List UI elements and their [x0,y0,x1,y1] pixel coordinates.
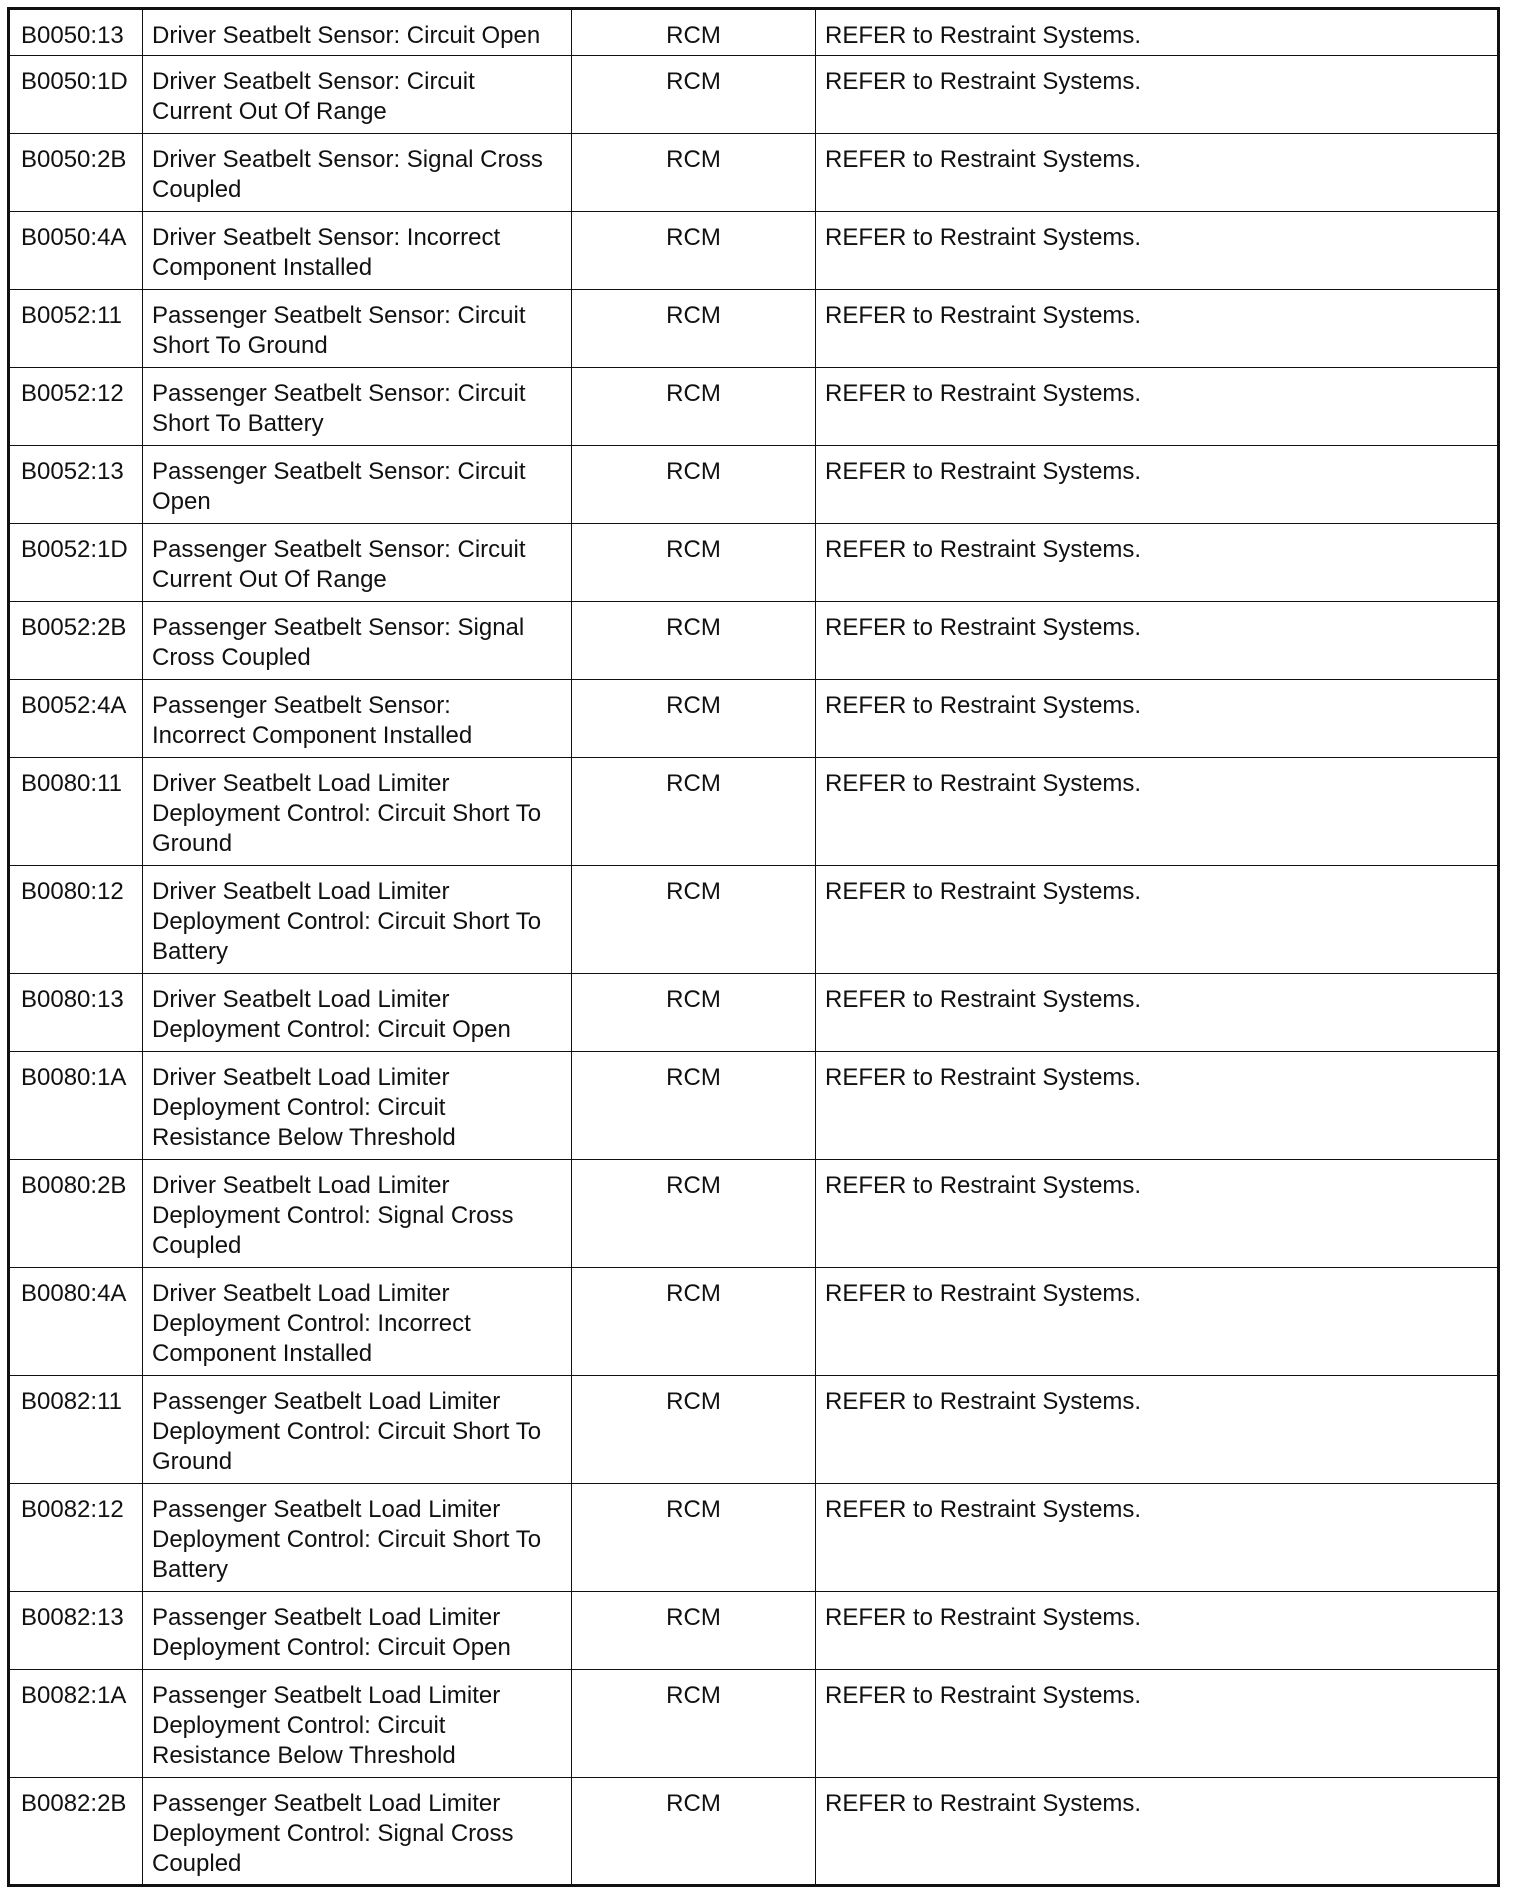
dtc-description: Driver Seatbelt Sensor: Circuit Current Out Of Range [143,56,572,134]
dtc-module: RCM [572,1376,816,1484]
dtc-description: Passenger Seatbelt Sensor: Signal Cross Coupled [143,602,572,680]
dtc-code: B0082:11 [9,1376,143,1484]
dtc-module: RCM [572,524,816,602]
table-row [9,1052,1499,1160]
table-row [9,368,1499,446]
dtc-code: B0082:12 [9,1484,143,1592]
dtc-action: REFER to Restraint Systems. [816,1052,1499,1160]
dtc-code: B0052:12 [9,368,143,446]
table-row [9,680,1499,758]
dtc-code: B0052:4A [9,680,143,758]
dtc-code: B0050:2B [9,134,143,212]
dtc-code: B0050:1D [9,56,143,134]
dtc-table-body [9,9,1499,1886]
dtc-description: Passenger Seatbelt Sensor: Incorrect Component Installed [143,680,572,758]
dtc-module: RCM [572,134,816,212]
dtc-module: RCM [572,1052,816,1160]
dtc-code: B0080:1A [9,1052,143,1160]
dtc-module: RCM [572,1670,816,1778]
dtc-code: B0080:4A [9,1268,143,1376]
dtc-module: RCM [572,758,816,866]
table-row [9,1484,1499,1592]
dtc-description: Passenger Seatbelt Load Limiter Deployment Control: Circuit Open [143,1592,572,1670]
dtc-module: RCM [572,1268,816,1376]
dtc-code: B0080:13 [9,974,143,1052]
table-row [9,1268,1499,1376]
dtc-description: Driver Seatbelt Sensor: Circuit Open [143,9,572,56]
dtc-action: REFER to Restraint Systems. [816,1376,1499,1484]
dtc-code: B0052:1D [9,524,143,602]
dtc-description: Driver Seatbelt Load Limiter Deployment Control: Circuit Open [143,974,572,1052]
dtc-code: B0050:4A [9,212,143,290]
dtc-description: Driver Seatbelt Sensor: Incorrect Component Installed [143,212,572,290]
dtc-action: REFER to Restraint Systems. [816,974,1499,1052]
dtc-module: RCM [572,602,816,680]
dtc-description: Driver Seatbelt Load Limiter Deployment Control: Incorrect Component Installed [143,1268,572,1376]
dtc-module: RCM [572,212,816,290]
dtc-code: B0080:2B [9,1160,143,1268]
dtc-module: RCM [572,1778,816,1886]
dtc-description: Passenger Seatbelt Load Limiter Deployment Control: Circuit Short To Ground [143,1376,572,1484]
dtc-action: REFER to Restraint Systems. [816,680,1499,758]
dtc-description: Passenger Seatbelt Load Limiter Deployment Control: Circuit Short To Battery [143,1484,572,1592]
dtc-module: RCM [572,446,816,524]
table-row [9,758,1499,866]
dtc-action: REFER to Restraint Systems. [816,1160,1499,1268]
dtc-description: Passenger Seatbelt Load Limiter Deployment Control: Signal Cross Coupled [143,1778,572,1886]
table-row [9,1592,1499,1670]
table-row [9,9,1499,56]
dtc-code: B0080:12 [9,866,143,974]
dtc-action: REFER to Restraint Systems. [816,1268,1499,1376]
dtc-table [7,7,1500,1887]
table-row [9,134,1499,212]
dtc-module: RCM [572,1160,816,1268]
dtc-description: Passenger Seatbelt Sensor: Circuit Short To Ground [143,290,572,368]
dtc-code: B0052:11 [9,290,143,368]
dtc-module: RCM [572,1484,816,1592]
table-row [9,1670,1499,1778]
dtc-code: B0082:13 [9,1592,143,1670]
table-row [9,56,1499,134]
dtc-action: REFER to Restraint Systems. [816,368,1499,446]
dtc-action: REFER to Restraint Systems. [816,602,1499,680]
dtc-module: RCM [572,1592,816,1670]
dtc-code: B0080:11 [9,758,143,866]
table-row [9,290,1499,368]
dtc-action: REFER to Restraint Systems. [816,134,1499,212]
table-row [9,602,1499,680]
dtc-action: REFER to Restraint Systems. [816,524,1499,602]
table-row [9,974,1499,1052]
table-row [9,1778,1499,1886]
dtc-code: B0082:2B [9,1778,143,1886]
dtc-module: RCM [572,290,816,368]
dtc-description: Driver Seatbelt Load Limiter Deployment Control: Circuit Short To Ground [143,758,572,866]
dtc-action: REFER to Restraint Systems. [816,56,1499,134]
dtc-description: Driver Seatbelt Load Limiter Deployment Control: Circuit Resistance Below Threshold [143,1052,572,1160]
dtc-action: REFER to Restraint Systems. [816,290,1499,368]
dtc-action: REFER to Restraint Systems. [816,212,1499,290]
dtc-description: Driver Seatbelt Load Limiter Deployment Control: Circuit Short To Battery [143,866,572,974]
table-row [9,1160,1499,1268]
table-row [9,212,1499,290]
dtc-action: REFER to Restraint Systems. [816,866,1499,974]
dtc-module: RCM [572,974,816,1052]
dtc-code: B0052:2B [9,602,143,680]
dtc-action: REFER to Restraint Systems. [816,1592,1499,1670]
dtc-action: REFER to Restraint Systems. [816,446,1499,524]
dtc-module: RCM [572,866,816,974]
dtc-description: Passenger Seatbelt Sensor: Circuit Short To Battery [143,368,572,446]
dtc-action: REFER to Restraint Systems. [816,9,1499,56]
dtc-action: REFER to Restraint Systems. [816,1670,1499,1778]
dtc-action: REFER to Restraint Systems. [816,1778,1499,1886]
dtc-code: B0052:13 [9,446,143,524]
dtc-description: Passenger Seatbelt Sensor: Circuit Open [143,446,572,524]
dtc-code: B0082:1A [9,1670,143,1778]
dtc-action: REFER to Restraint Systems. [816,1484,1499,1592]
dtc-code: B0050:13 [9,9,143,56]
dtc-description: Passenger Seatbelt Load Limiter Deployment Control: Circuit Resistance Below Threshold [143,1670,572,1778]
dtc-description: Driver Seatbelt Load Limiter Deployment Control: Signal Cross Coupled [143,1160,572,1268]
table-row [9,446,1499,524]
dtc-module: RCM [572,56,816,134]
dtc-module: RCM [572,680,816,758]
table-row [9,1376,1499,1484]
table-row [9,524,1499,602]
dtc-description: Passenger Seatbelt Sensor: Circuit Current Out Of Range [143,524,572,602]
dtc-module: RCM [572,368,816,446]
dtc-action: REFER to Restraint Systems. [816,758,1499,866]
dtc-module: RCM [572,9,816,56]
dtc-description: Driver Seatbelt Sensor: Signal Cross Coupled [143,134,572,212]
table-row [9,866,1499,974]
